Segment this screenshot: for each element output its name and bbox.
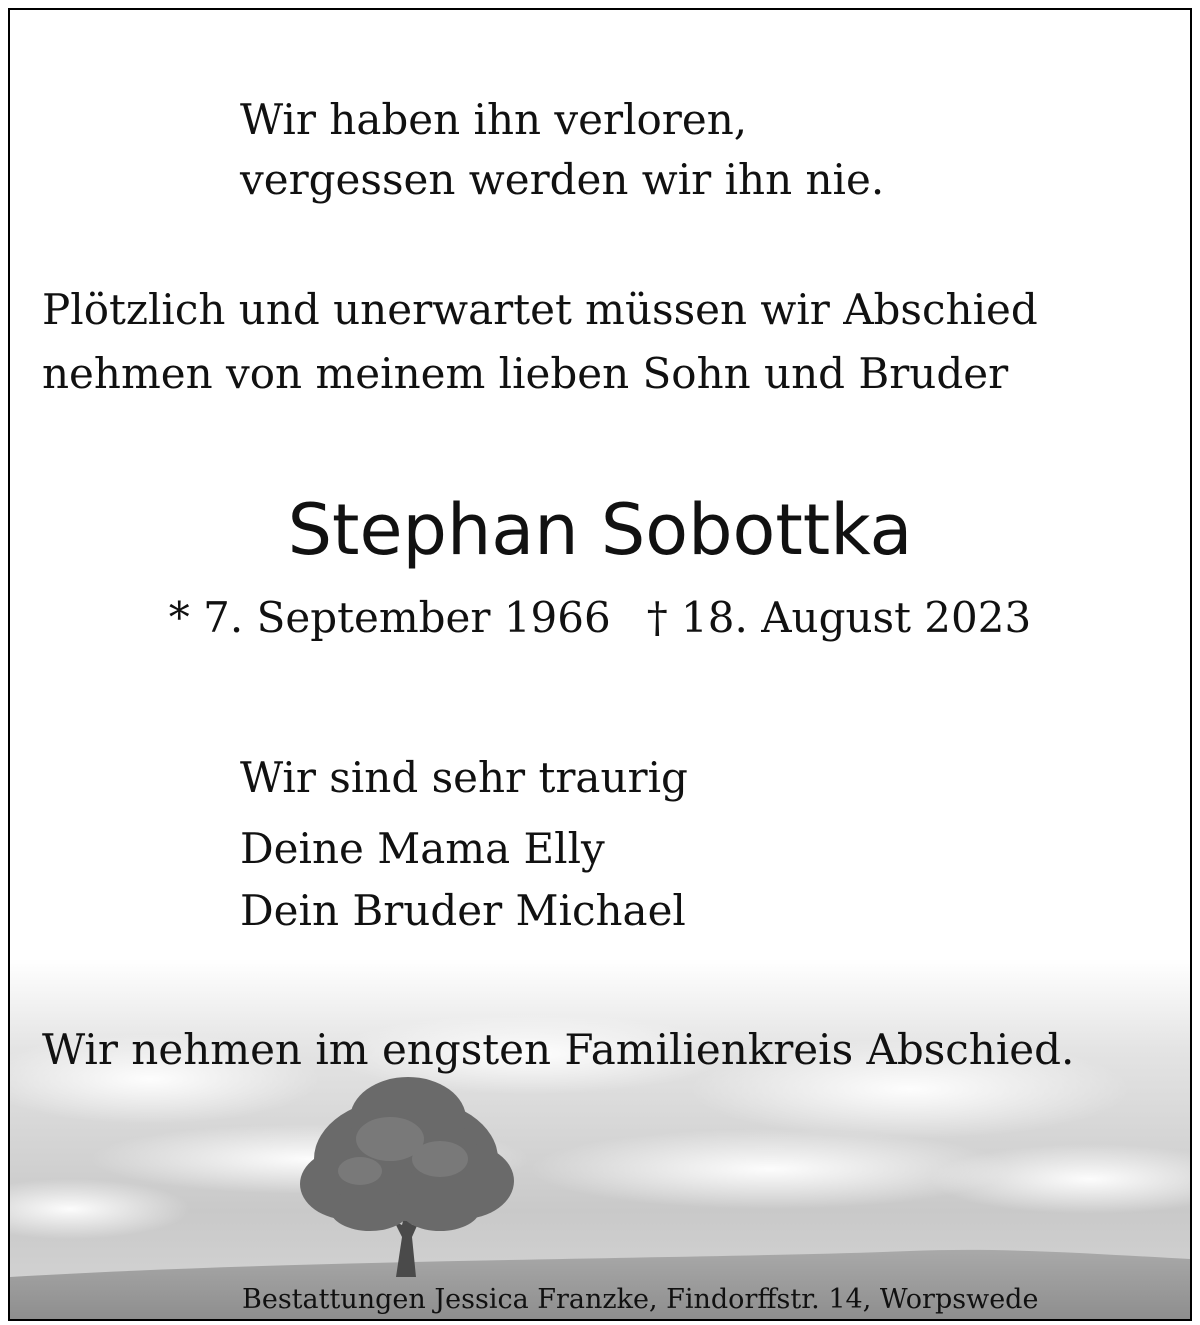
birth-date: * 7. September 1966 [168, 593, 611, 642]
tree-on-hill-icon [10, 959, 1190, 1319]
intro-line-1: Plötzlich und unerwartet müssen wir Abschied [42, 285, 1038, 334]
life-dates [10, 588, 1190, 648]
signatories [240, 818, 686, 942]
death-date: † 18. August 2023 [646, 593, 1032, 642]
signer-mother: Deine Mama Elly [240, 824, 605, 873]
undertaker-line: Bestattungen Jessica Franzke, Findorffstr. 14, Worpswede [242, 1284, 1039, 1315]
signer-brother: Dein Bruder Michael [240, 886, 686, 935]
quote-line-2: vergessen werden wir ihn nie. [240, 155, 885, 204]
obituary-frame [8, 8, 1192, 1321]
farewell-note: Wir nehmen im engsten Familienkreis Abschied. [42, 1025, 1075, 1074]
quote [240, 90, 884, 210]
deceased-name: Stephan Sobottka [287, 489, 913, 571]
mourning-statement: Wir sind sehr traurig [240, 753, 688, 802]
quote-line-1: Wir haben ihn verloren, [240, 95, 748, 144]
intro-text [42, 278, 1038, 406]
intro-line-2: nehmen von meinem lieben Sohn und Bruder [42, 349, 1009, 398]
